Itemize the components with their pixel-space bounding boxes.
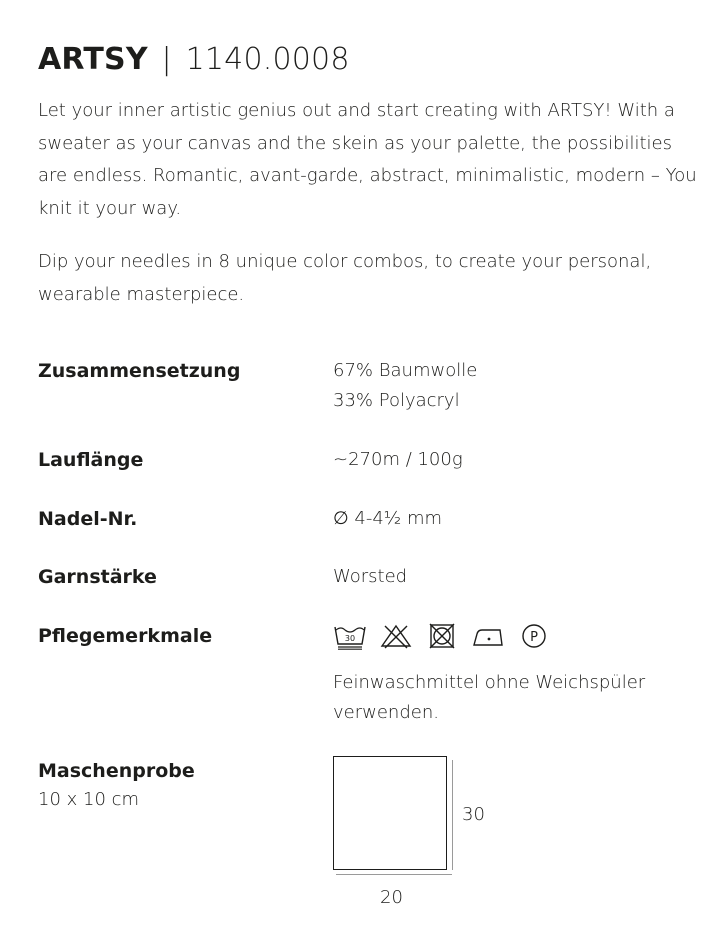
- length-value: ~270m / 100g: [333, 449, 463, 470]
- composition-value-1: 67% Baumwolle: [333, 360, 478, 381]
- gauge-stitches: 20: [380, 887, 403, 908]
- no-bleach-icon: [379, 622, 413, 650]
- title-separator: |: [161, 42, 172, 77]
- product-code: 1140.0008: [185, 42, 350, 77]
- needle-value: ∅ 4-4½ mm: [333, 508, 443, 529]
- gauge-size: 10 x 10 cm: [38, 789, 140, 810]
- gauge-swatch-edge-bottom: [336, 874, 452, 875]
- gauge-rows: 30: [462, 804, 485, 825]
- gauge-swatch: [333, 756, 447, 870]
- no-tumble-dry-icon: [425, 622, 459, 650]
- intro-paragraph-2: Dip your needles in 8 unique color combos, to create your personal, wearable masterpiece.: [38, 251, 652, 305]
- care-note-line-1: Feinwaschmittel ohne Weichspüler: [333, 672, 646, 693]
- needle-label: Nadel-Nr.: [38, 508, 138, 530]
- composition-value-2: 33% Polyacryl: [333, 390, 460, 411]
- weight-label: Garnstärke: [38, 566, 157, 588]
- intro-paragraph-1: Let your inner artistic genius out and start creating with ARTSY! With a sweater as your canvas and the skein as your palette, the possibilities are endless. Romantic, avant-garde, abstract, minimalistic, modern – You knit it your way.: [38, 100, 697, 219]
- dry-clean-p-icon: [517, 622, 551, 650]
- product-name: ARTSY: [38, 42, 148, 77]
- dry-clean-letter: P: [530, 630, 538, 645]
- length-label: Lauflänge: [38, 449, 144, 471]
- wash-temp-text: 30: [344, 634, 356, 643]
- composition-label: Zusammensetzung: [38, 360, 241, 382]
- gauge-swatch-edge: [452, 760, 453, 870]
- care-symbols: [333, 622, 551, 650]
- wash-30-icon: [333, 622, 367, 650]
- iron-low-icon: [471, 622, 505, 650]
- care-note-line-2: verwenden.: [333, 702, 439, 723]
- care-label: Pflegemerkmale: [38, 625, 213, 647]
- product-title: [38, 40, 350, 80]
- gauge-label: Maschenprobe: [38, 760, 195, 782]
- weight-value: Worsted: [333, 566, 408, 587]
